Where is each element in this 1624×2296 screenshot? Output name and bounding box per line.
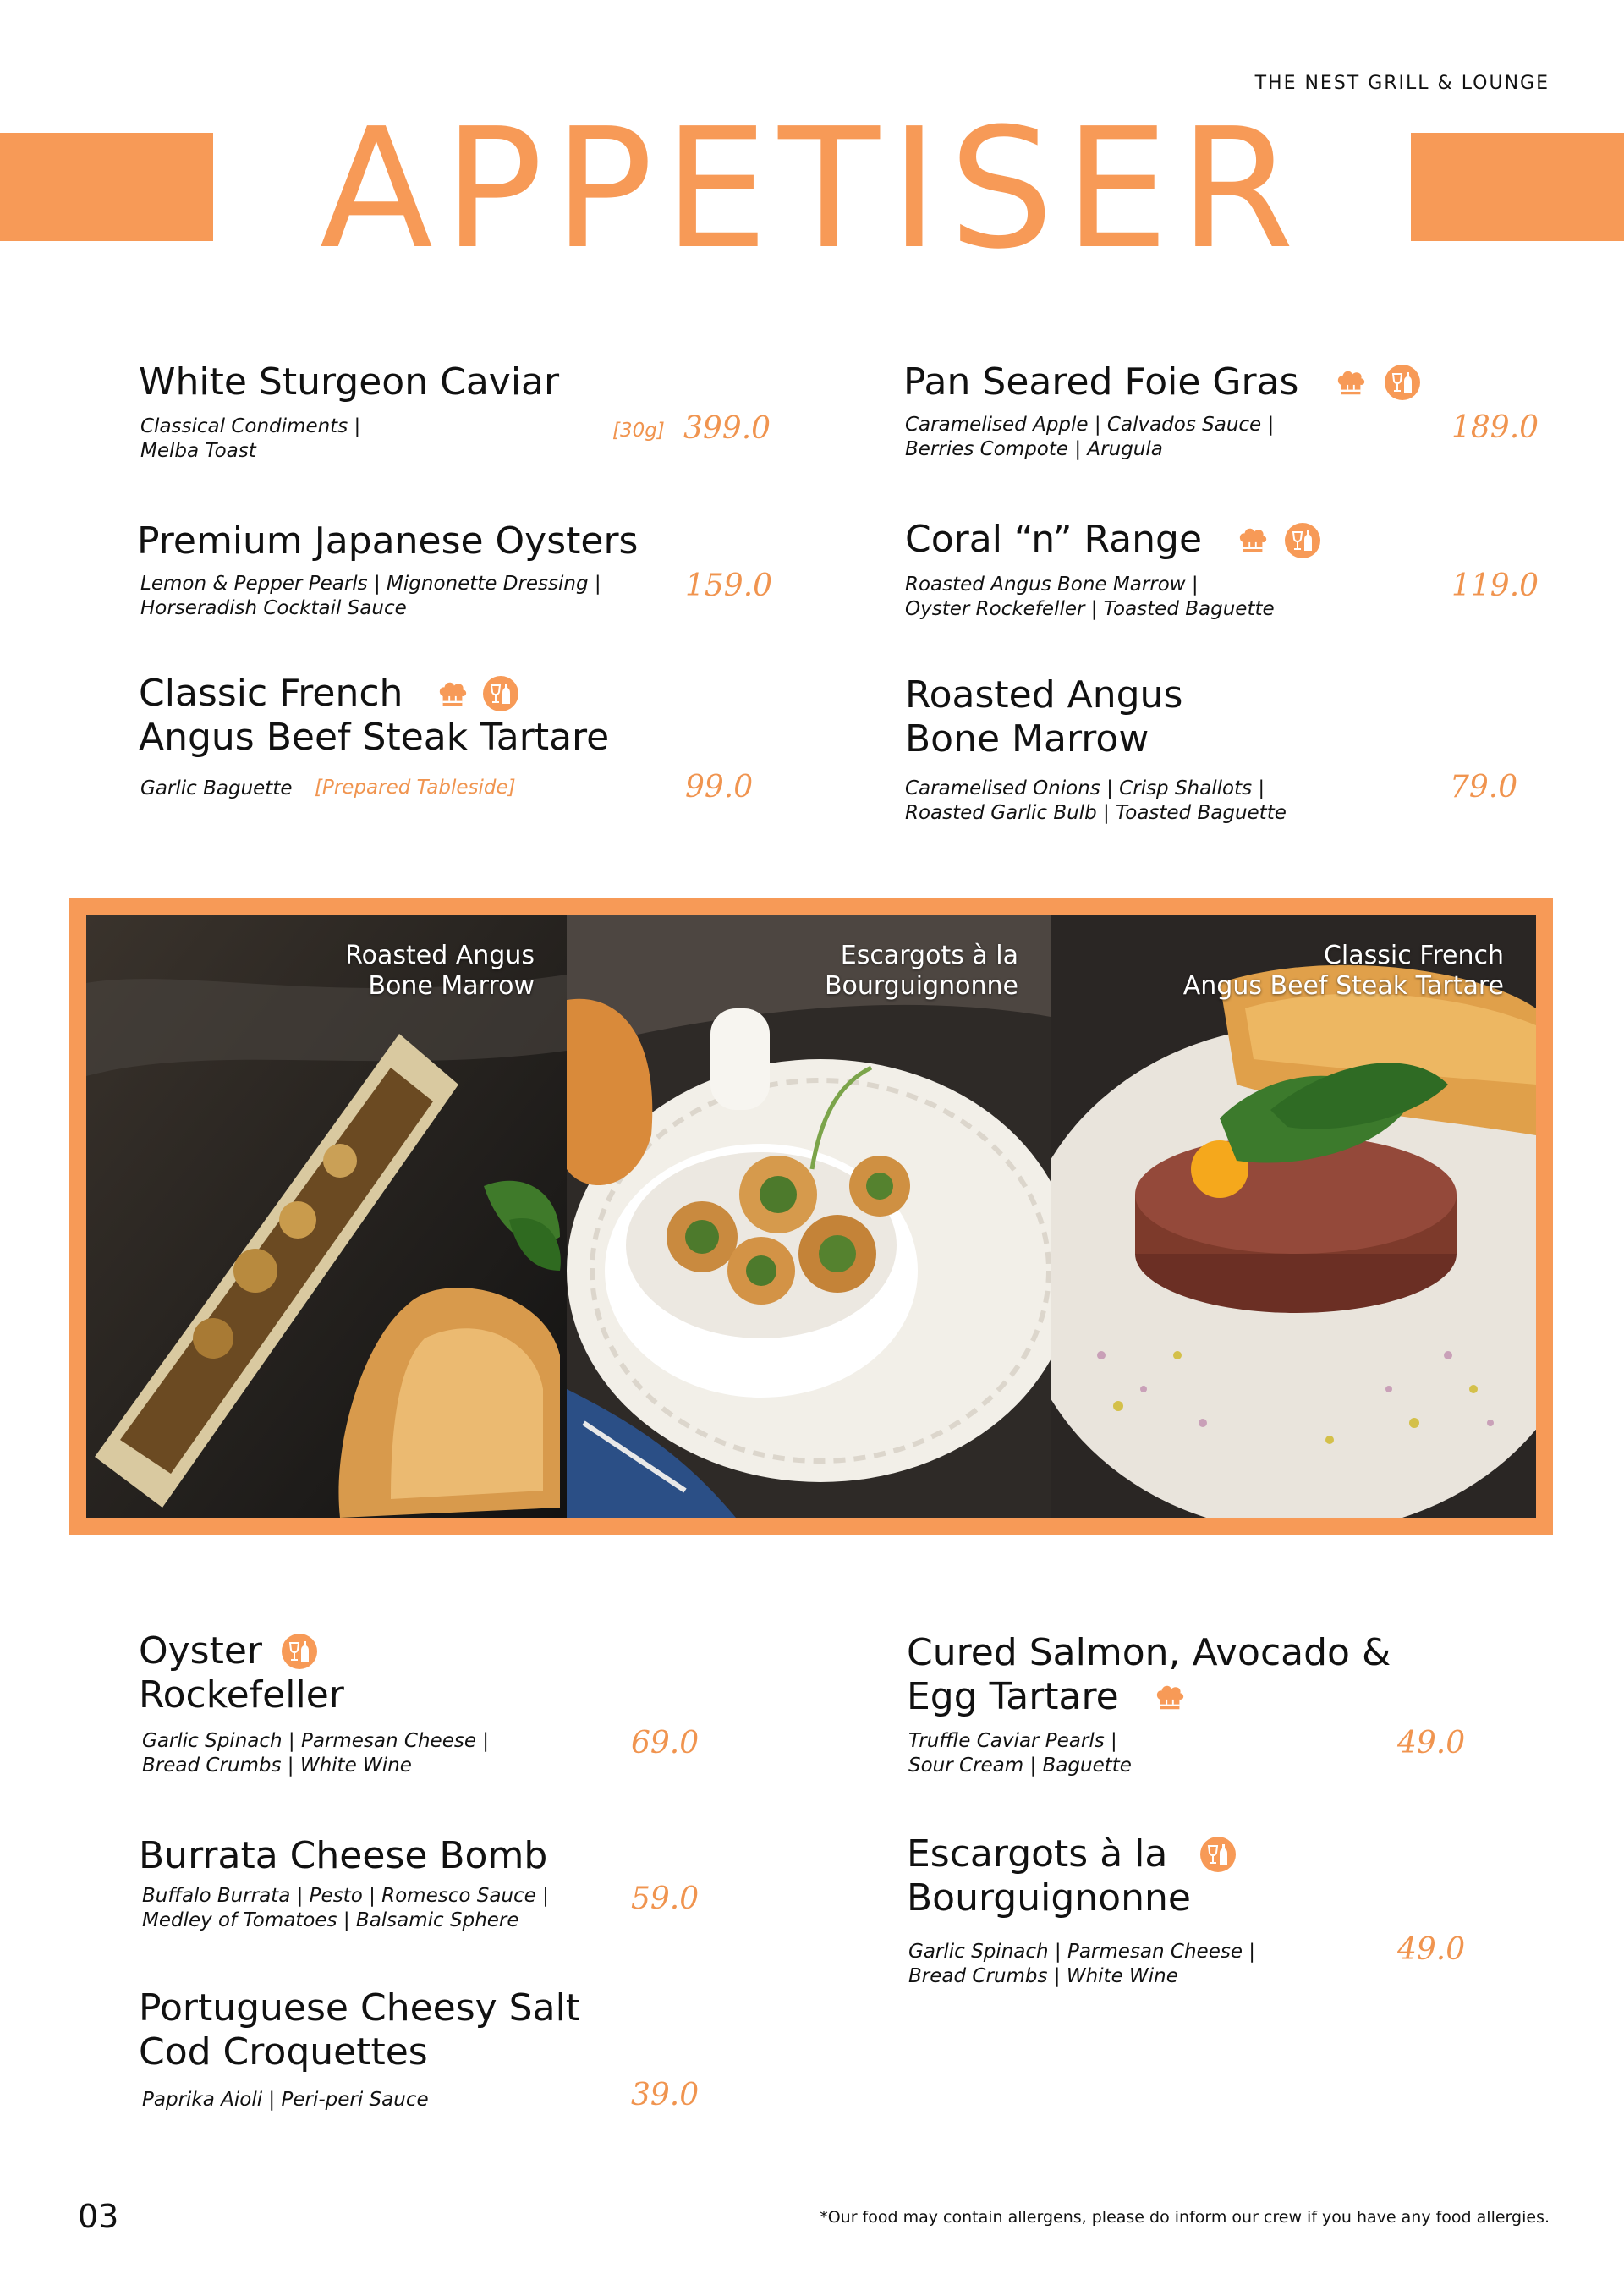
chef-hat-icon (1335, 367, 1367, 399)
photo-bone-marrow (86, 915, 567, 1518)
item-name-bone-marrow-line1: Roasted Angus (905, 673, 1183, 717)
wine-pairing-icon (482, 675, 519, 712)
photo-label-escargots: Escargots à la Bourguignonne (824, 941, 1018, 1001)
item-name-croquettes-line1: Portuguese Cheesy Salt (139, 1986, 581, 2030)
item-name-croquettes-line2: Cod Croquettes (139, 2030, 428, 2074)
photo-escargots (567, 915, 1051, 1518)
item-desc-croquettes: Paprika Aioli | Peri-peri Sauce (142, 2089, 429, 2111)
item-desc-caviar-line2: Melba Toast (140, 440, 256, 462)
item-tag-prepared-tableside: [Prepared Tableside] (315, 777, 516, 799)
restaurant-name: THE NEST GRILL & LOUNGE (1254, 73, 1550, 94)
item-price-salmon: 49.0 (1397, 1726, 1466, 1760)
wine-pairing-icon (1199, 1836, 1237, 1873)
item-name-coral-n-range: Coral “n” Range (905, 518, 1203, 561)
item-name-cured-salmon-line2: Egg Tartare (907, 1675, 1119, 1718)
page-number: 03 (78, 2198, 119, 2235)
item-price-coral: 119.0 (1451, 569, 1539, 603)
item-price-rockefeller: 69.0 (631, 1726, 700, 1760)
item-desc-escargots-line2: Bread Crumbs | White Wine (908, 1965, 1178, 1987)
item-name-oyster-rockefeller-line2: Rockefeller (139, 1673, 344, 1717)
item-name-steak-tartare-line1: Classic French (139, 672, 403, 715)
item-desc-salmon-line1: Truffle Caviar Pearls | (908, 1730, 1117, 1752)
item-price-steak-tartare: 99.0 (685, 770, 754, 805)
item-desc-oysters-line2: Horseradish Cocktail Sauce (140, 597, 407, 619)
item-size-caviar: [30g] (612, 420, 665, 442)
chef-hat-icon (1154, 1682, 1186, 1714)
item-name-burrata: Burrata Cheese Bomb (139, 1834, 548, 1877)
item-price-escargots: 49.0 (1397, 1932, 1466, 1967)
wine-pairing-icon (1384, 364, 1421, 401)
item-desc-foie-gras-line1: Caramelised Apple | Calvados Sauce | (905, 414, 1275, 436)
item-desc-escargots-line1: Garlic Spinach | Parmesan Cheese | (908, 1941, 1256, 1963)
photo-label-bone-marrow: Roasted Angus Bone Marrow (345, 941, 535, 1001)
item-desc-rockefeller-line2: Bread Crumbs | White Wine (142, 1755, 412, 1777)
item-desc-burrata-line2: Medley of Tomatoes | Balsamic Sphere (142, 1909, 519, 1931)
item-name-cured-salmon-line1: Cured Salmon, Avocado & (907, 1631, 1391, 1674)
wine-pairing-icon (1284, 522, 1321, 559)
chef-hat-icon (436, 678, 469, 711)
item-desc-steak-tartare: Garlic Baguette (140, 777, 293, 799)
item-price-bone-marrow: 79.0 (1450, 770, 1518, 805)
item-desc-coral-line1: Roasted Angus Bone Marrow | (905, 574, 1199, 596)
item-price-burrata: 59.0 (631, 1881, 700, 1916)
item-name-escargots-line2: Bourguignonne (907, 1876, 1191, 1920)
item-desc-burrata-line1: Buffalo Burrata | Pesto | Romesco Sauce | (142, 1885, 549, 1907)
item-desc-foie-gras-line2: Berries Compote | Arugula (905, 438, 1163, 460)
item-desc-bone-marrow-line1: Caramelised Onions | Crisp Shallots | (905, 777, 1265, 799)
item-price-croquettes: 39.0 (631, 2078, 700, 2112)
item-price-oysters: 159.0 (685, 569, 773, 603)
chef-hat-icon (1237, 525, 1269, 557)
item-name-white-sturgeon-caviar: White Sturgeon Caviar (139, 360, 560, 404)
item-desc-coral-line2: Oyster Rockefeller | Toasted Baguette (905, 598, 1275, 620)
photo-label-steak-tartare: Classic French Angus Beef Steak Tartare (1182, 941, 1504, 1001)
item-name-bone-marrow-line2: Bone Marrow (905, 717, 1149, 761)
item-price-caviar: 399.0 (683, 411, 771, 446)
item-desc-caviar-line1: Classical Condiments | (140, 415, 361, 437)
wine-pairing-icon (281, 1633, 318, 1670)
item-name-steak-tartare-line2: Angus Beef Steak Tartare (139, 716, 610, 759)
item-name-japanese-oysters: Premium Japanese Oysters (137, 519, 639, 563)
item-name-foie-gras: Pan Seared Foie Gras (903, 360, 1299, 404)
item-price-foie-gras: 189.0 (1451, 410, 1539, 445)
item-desc-oysters-line1: Lemon & Pepper Pearls | Mignonette Dressing | (140, 573, 601, 595)
item-desc-salmon-line2: Sour Cream | Baguette (908, 1755, 1132, 1777)
escargots-photo-illustration (567, 915, 1051, 1518)
allergen-notice: *Our food may contain allergens, please do inform our crew if you have any food allergies. (820, 2208, 1550, 2227)
page-title: APPETISER (319, 93, 1305, 286)
item-name-escargots-line1: Escargots à la (907, 1832, 1168, 1876)
bone-marrow-photo-illustration (86, 915, 567, 1518)
item-desc-bone-marrow-line2: Roasted Garlic Bulb | Toasted Baguette (905, 802, 1287, 824)
item-name-oyster-rockefeller-line1: Oyster (139, 1629, 263, 1673)
photo-steak-tartare (1051, 915, 1536, 1518)
item-desc-rockefeller-line1: Garlic Spinach | Parmesan Cheese | (142, 1730, 490, 1752)
steak-tartare-photo-illustration (1051, 915, 1536, 1518)
